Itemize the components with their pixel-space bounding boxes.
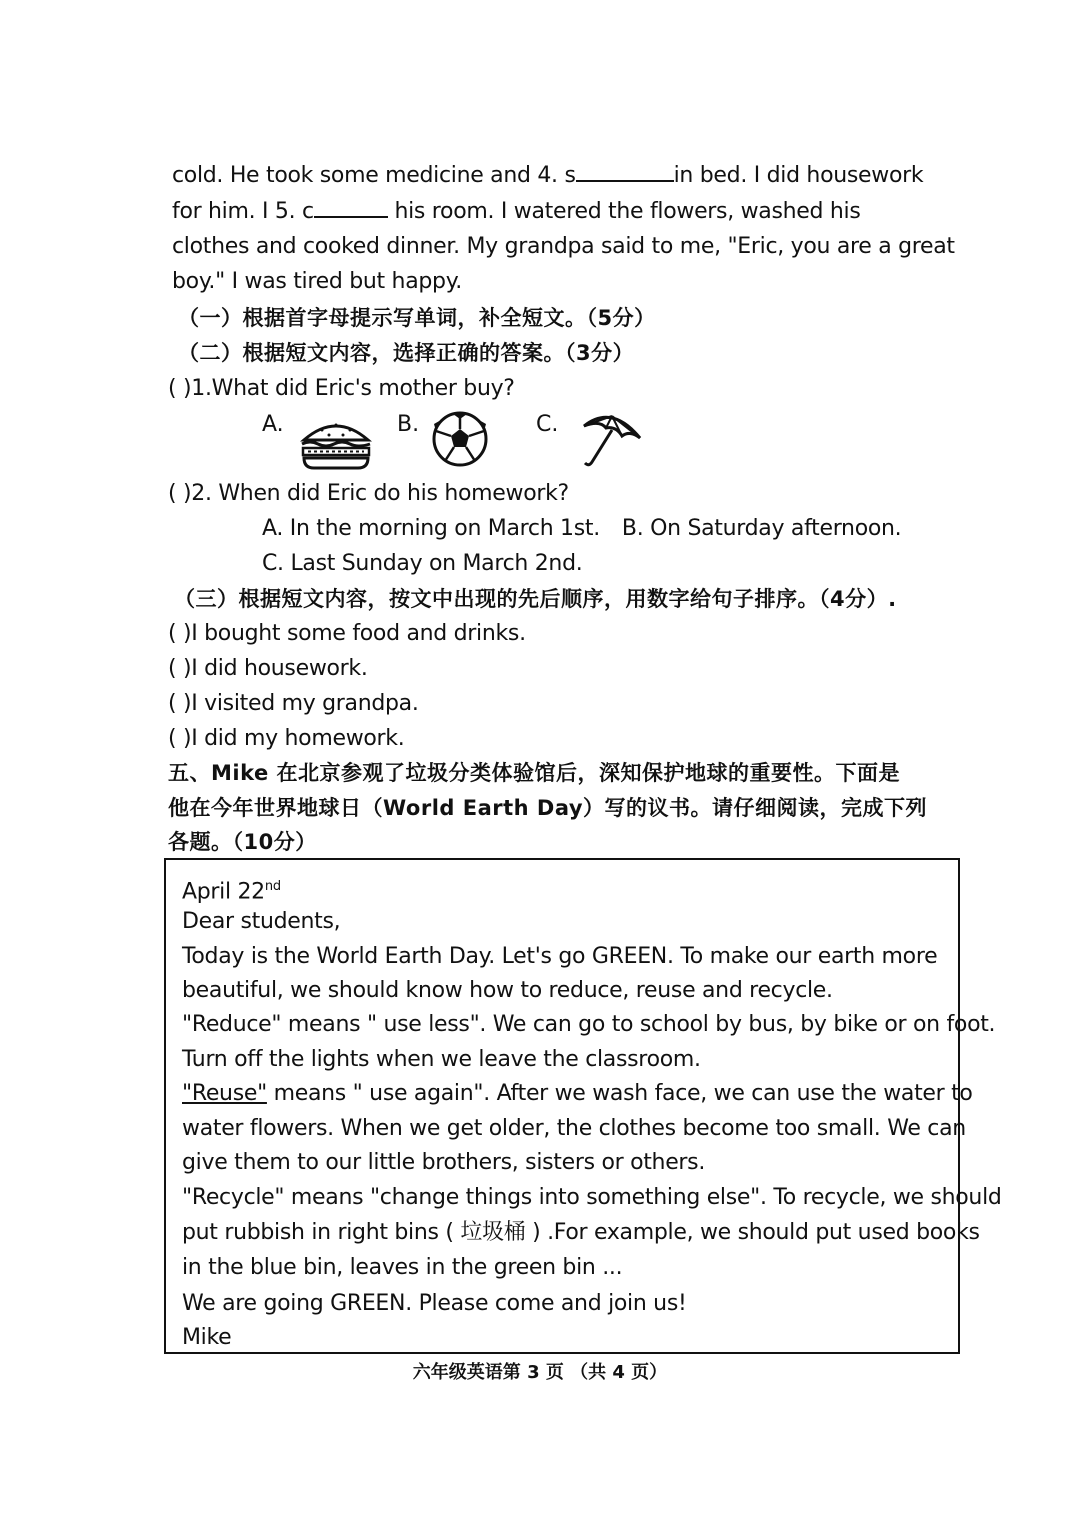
answer-paren[interactable]: ( ) — [168, 726, 192, 751]
underlined-word: "Reuse" — [182, 1081, 267, 1106]
soccer-ball-icon — [431, 410, 489, 472]
letter-line: water flowers. When we get older, the clothes become too small. We can — [182, 1116, 966, 1141]
question-2-options-ab — [262, 514, 901, 544]
page-footer: 六年级英语第 3 页 （共 4 页） — [412, 1362, 668, 1383]
order-item — [168, 724, 404, 754]
order-item-text: I did my homework. — [191, 726, 405, 751]
order-item-text: I visited my grandpa. — [191, 691, 419, 716]
answer-paren[interactable]: ( ) — [168, 621, 192, 646]
letter-greeting: Dear students, — [182, 909, 341, 934]
letter-line — [182, 1079, 973, 1109]
question-2 — [168, 479, 569, 509]
letter-line: "Recycle" means "change things into something else". To recycle, we should — [182, 1185, 1002, 1210]
option-c-label: C. — [536, 412, 559, 437]
letter-line: in the blue bin, leaves in the green bin ... — [182, 1255, 623, 1280]
letter-line: beautiful, we should know how to reduce, reuse and recycle. — [182, 978, 833, 1003]
section5-instruction-2: 他在今年世界地球日（World Earth Day）写的议书。请仔细阅读，完成下列 — [168, 796, 928, 820]
passage-text: for him. I 5. c — [172, 199, 314, 224]
section5-instruction-1: 五、Mike 在北京参观了垃圾分类体验馆后，深知保护地球的重要性。下面是 — [168, 761, 901, 785]
question-text: 1.What did Eric's mother buy? — [191, 376, 515, 401]
answer-paren[interactable]: ( ) — [168, 656, 192, 681]
option-b: B. On Saturday afternoon. — [621, 516, 902, 541]
order-item-text: I bought some food and drinks. — [191, 621, 526, 646]
order-item — [168, 619, 526, 649]
part1-instruction: （一）根据首字母提示写单词，补全短文。（5分） — [178, 306, 656, 330]
passage-text: his room. I watered the flowers, washed his — [387, 199, 861, 224]
section5-instruction-3: 各题。（10分） — [168, 830, 317, 854]
question-text: 2. When did Eric do his homework? — [191, 481, 569, 506]
letter-line: "Reduce" means " use less". We can go to school by bus, by bike or on foot. — [182, 1012, 996, 1037]
order-item — [168, 654, 368, 684]
question-1 — [168, 374, 515, 404]
passage-text: in bed. I did housework — [673, 163, 924, 188]
answer-blank-4[interactable] — [576, 160, 674, 182]
answer-paren[interactable]: ( ) — [168, 691, 192, 716]
letter-signature: Mike — [182, 1325, 232, 1350]
option-b-label: B. — [397, 412, 420, 437]
part3-instruction: （三）根据短文内容，按文中出现的先后顺序，用数字给句子排序。（4分）. — [174, 587, 897, 611]
letter-date — [182, 872, 281, 907]
part2-instruction: （二）根据短文内容，选择正确的答案。（3分） — [178, 341, 635, 365]
passage-line-1 — [172, 160, 923, 191]
hamburger-icon — [298, 414, 374, 474]
date-text: April 22 — [182, 879, 265, 905]
order-item-text: I did housework. — [191, 656, 368, 681]
passage-line-2 — [172, 196, 860, 227]
passage-line-3: clothes and cooked dinner. My grandpa said to me, "Eric, you are a great — [172, 234, 955, 259]
answer-paren[interactable]: ( ) — [168, 376, 192, 401]
umbrella-icon — [578, 408, 644, 474]
letter-text: means " use again". After we wash face, we can use the water to — [266, 1081, 973, 1106]
letter-line: put rubbish in right bins ( 垃圾桶 ) .For example, we should put used books — [182, 1220, 980, 1245]
passage-line-4: boy." I was tired but happy. — [172, 269, 462, 294]
letter-line: Today is the World Earth Day. Let's go GREEN. To make our earth more — [182, 944, 938, 969]
answer-paren[interactable]: ( ) — [168, 481, 192, 506]
order-item — [168, 689, 419, 719]
option-a: A. In the morning on March 1st. — [262, 516, 600, 541]
date-suffix: nd — [264, 879, 281, 894]
letter-line: give them to our little brothers, sisters or others. — [182, 1150, 706, 1175]
option-a-label: A. — [262, 412, 284, 437]
letter-line: Turn off the lights when we leave the classroom. — [182, 1047, 701, 1072]
answer-blank-5[interactable] — [314, 196, 388, 218]
passage-text: cold. He took some medicine and 4. s — [172, 163, 576, 188]
option-c: C. Last Sunday on March 2nd. — [262, 551, 583, 576]
letter-line: We are going GREEN. Please come and join us! — [182, 1291, 687, 1316]
